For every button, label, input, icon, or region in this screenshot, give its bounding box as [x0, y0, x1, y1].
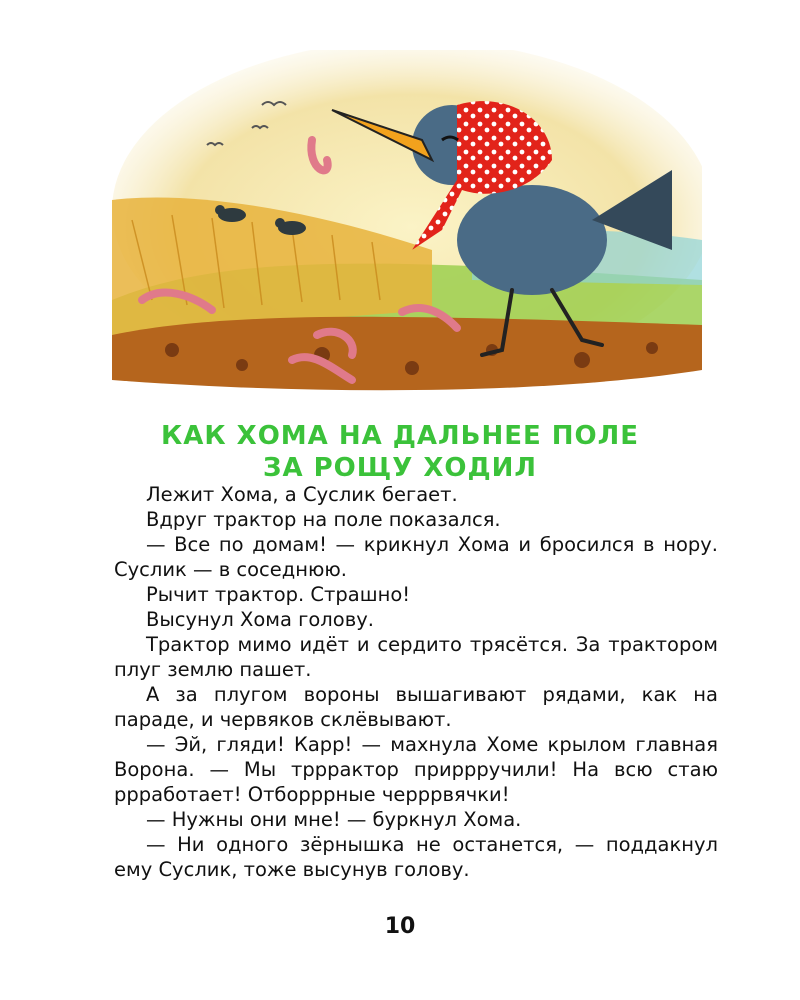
soil	[112, 317, 702, 390]
crow-body	[457, 185, 607, 295]
paragraph: Рычит трактор. Страшно!	[146, 583, 411, 606]
paragraph: — Все по домам! — крикнул Хома и бросился в нору. Суслик — в соседнюю.	[114, 533, 718, 581]
story-text	[114, 482, 718, 882]
paragraph: Трактор мимо идёт и сердито трясётся. За трактором плуг землю пашет.	[114, 633, 718, 681]
page-number: 10	[384, 914, 416, 939]
paragraph: Лежит Хома, а Суслик бегает.	[146, 483, 458, 506]
paragraph: — Нужны они мне! — буркнул Хома.	[146, 808, 522, 831]
crow-illustration	[112, 50, 702, 395]
paragraph: Высунул Хома голову.	[146, 608, 374, 631]
paragraph: — Ни одного зёрнышка не останется, — поддакнул ему Суслик, тоже высунув голову.	[114, 833, 718, 881]
title-line-1: КАК ХОМА НА ДАЛЬНЕЕ ПОЛЕ	[160, 421, 640, 451]
story-title	[0, 420, 800, 484]
paragraph: А за плугом вороны вышагивают рядами, как на параде, и червяков склёвывают.	[114, 683, 718, 731]
paragraph: — Эй, гляди! Карр! — махнула Хоме крылом главная Ворона. — Мы трррактор приррручили! На всю стаю ррработает! Отборррные черррвячки!	[114, 733, 718, 806]
title-line-2: ЗА РОЩУ ХОДИЛ	[262, 453, 538, 483]
paragraph: Вдруг трактор на поле показался.	[146, 508, 501, 531]
